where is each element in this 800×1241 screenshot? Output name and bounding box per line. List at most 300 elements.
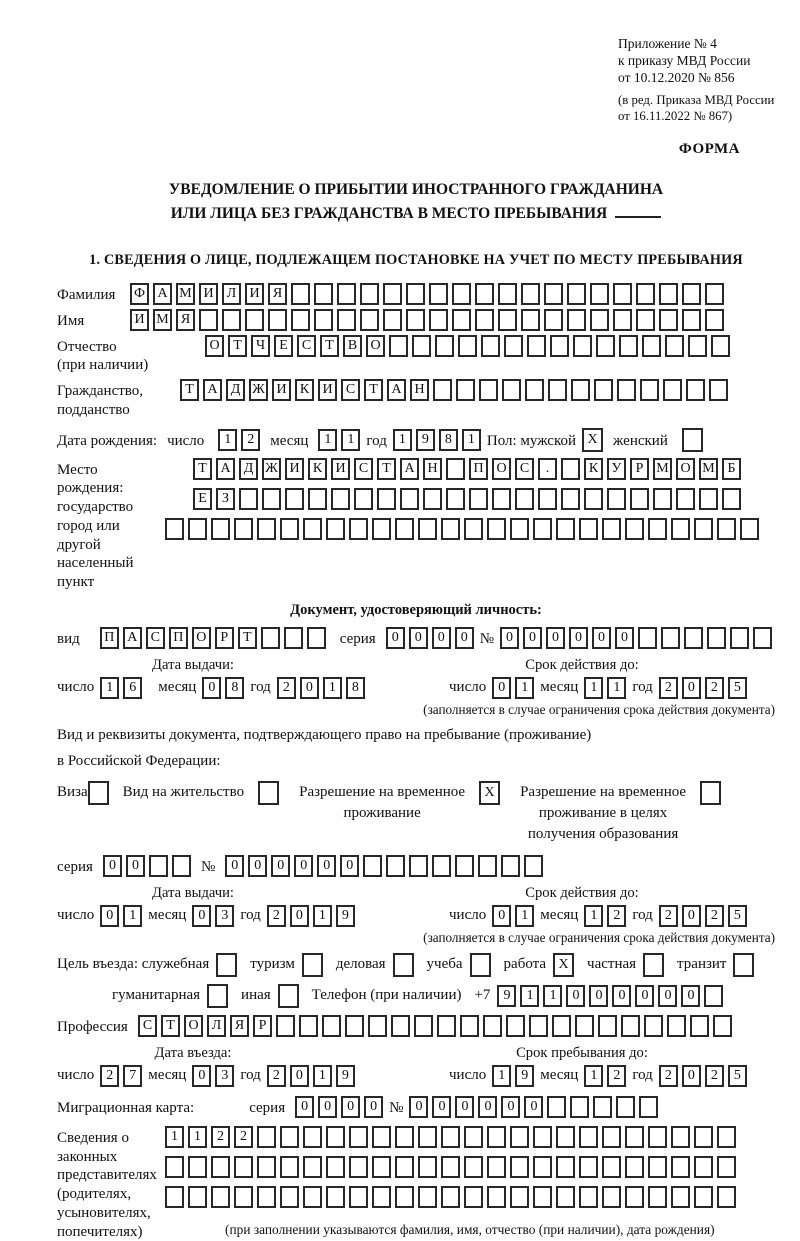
char-cell[interactable]: 0 — [566, 985, 585, 1007]
char-cell[interactable]: 1 — [607, 677, 626, 699]
char-cell[interactable] — [682, 283, 701, 305]
checkbox-cell[interactable] — [733, 953, 754, 977]
char-cell[interactable] — [682, 309, 701, 331]
char-cell[interactable] — [360, 309, 379, 331]
char-cell[interactable]: 1 — [462, 429, 481, 451]
char-cell[interactable] — [613, 309, 632, 331]
char-cell[interactable] — [284, 627, 303, 649]
char-cell[interactable]: Н — [423, 458, 442, 480]
char-cell[interactable] — [561, 458, 580, 480]
char-cell[interactable]: С — [341, 379, 360, 401]
checkbox-cell[interactable] — [258, 781, 279, 805]
char-cell[interactable]: 0 — [682, 905, 701, 927]
char-cell[interactable] — [303, 1156, 322, 1178]
char-cell[interactable]: 0 — [294, 855, 313, 877]
char-cell[interactable]: О — [676, 458, 695, 480]
char-cell[interactable] — [544, 309, 563, 331]
char-cell[interactable]: 0 — [192, 905, 211, 927]
char-cell[interactable] — [446, 458, 465, 480]
char-cell[interactable] — [515, 488, 534, 510]
char-cell[interactable] — [188, 1156, 207, 1178]
char-cell[interactable] — [638, 627, 657, 649]
char-cell[interactable] — [625, 1156, 644, 1178]
char-cell[interactable]: К — [584, 458, 603, 480]
char-cell[interactable]: Ф — [130, 283, 149, 305]
char-cell[interactable]: 2 — [211, 1126, 230, 1148]
char-cell[interactable]: 0 — [318, 1096, 337, 1118]
char-cell[interactable] — [349, 1186, 368, 1208]
char-cell[interactable]: 5 — [728, 905, 747, 927]
char-cell[interactable]: 2 — [100, 1065, 119, 1087]
char-cell[interactable]: И — [245, 283, 264, 305]
char-cell[interactable] — [354, 488, 373, 510]
char-cell[interactable] — [326, 1126, 345, 1148]
char-cell[interactable] — [460, 1015, 479, 1037]
char-cell[interactable] — [533, 1186, 552, 1208]
char-cell[interactable]: С — [515, 458, 534, 480]
char-cell[interactable] — [561, 488, 580, 510]
char-cell[interactable]: Т — [228, 335, 247, 357]
char-cell[interactable] — [694, 1156, 713, 1178]
char-cell[interactable]: 1 — [515, 905, 534, 927]
char-cell[interactable] — [395, 1126, 414, 1148]
char-cell[interactable] — [412, 335, 431, 357]
char-cell[interactable]: Т — [193, 458, 212, 480]
char-cell[interactable]: П — [469, 458, 488, 480]
char-cell[interactable] — [234, 1156, 253, 1178]
char-cell[interactable] — [322, 1015, 341, 1037]
char-cell[interactable]: 1 — [393, 429, 412, 451]
char-cell[interactable] — [418, 1126, 437, 1148]
char-cell[interactable]: 0 — [682, 677, 701, 699]
char-cell[interactable] — [418, 1156, 437, 1178]
char-cell[interactable] — [331, 488, 350, 510]
char-cell[interactable] — [640, 379, 659, 401]
char-cell[interactable] — [552, 1015, 571, 1037]
char-cell[interactable] — [464, 1126, 483, 1148]
char-cell[interactable] — [538, 488, 557, 510]
char-cell[interactable] — [307, 627, 326, 649]
char-cell[interactable] — [475, 309, 494, 331]
char-cell[interactable]: 1 — [100, 677, 119, 699]
char-cell[interactable] — [234, 518, 253, 540]
char-cell[interactable] — [211, 1186, 230, 1208]
char-cell[interactable] — [326, 518, 345, 540]
char-cell[interactable] — [602, 518, 621, 540]
char-cell[interactable]: 2 — [277, 677, 296, 699]
char-cell[interactable] — [510, 1126, 529, 1148]
char-cell[interactable] — [188, 1186, 207, 1208]
char-cell[interactable]: У — [607, 458, 626, 480]
char-cell[interactable] — [418, 1186, 437, 1208]
char-cell[interactable] — [280, 1156, 299, 1178]
char-cell[interactable]: В — [343, 335, 362, 357]
char-cell[interactable] — [383, 309, 402, 331]
char-cell[interactable]: Р — [215, 627, 234, 649]
char-cell[interactable]: Я — [176, 309, 195, 331]
char-cell[interactable]: И — [272, 379, 291, 401]
char-cell[interactable]: Т — [180, 379, 199, 401]
char-cell[interactable]: 8 — [346, 677, 365, 699]
char-cell[interactable] — [613, 283, 632, 305]
char-cell[interactable]: О — [184, 1015, 203, 1037]
char-cell[interactable] — [464, 1156, 483, 1178]
char-cell[interactable]: 0 — [612, 985, 631, 1007]
char-cell[interactable]: Я — [230, 1015, 249, 1037]
char-cell[interactable] — [713, 1015, 732, 1037]
char-cell[interactable] — [705, 309, 724, 331]
char-cell[interactable] — [709, 379, 728, 401]
char-cell[interactable]: 9 — [336, 1065, 355, 1087]
char-cell[interactable]: М — [699, 458, 718, 480]
char-cell[interactable] — [291, 283, 310, 305]
char-cell[interactable] — [571, 379, 590, 401]
char-cell[interactable] — [573, 335, 592, 357]
char-cell[interactable]: Д — [226, 379, 245, 401]
char-cell[interactable]: С — [146, 627, 165, 649]
char-cell[interactable] — [257, 1126, 276, 1148]
char-cell[interactable] — [261, 627, 280, 649]
char-cell[interactable]: З — [216, 488, 235, 510]
checkbox-cell[interactable] — [207, 984, 228, 1008]
char-cell[interactable]: Б — [722, 458, 741, 480]
char-cell[interactable] — [498, 283, 517, 305]
char-cell[interactable] — [406, 283, 425, 305]
char-cell[interactable] — [414, 1015, 433, 1037]
char-cell[interactable] — [648, 1156, 667, 1178]
char-cell[interactable]: И — [318, 379, 337, 401]
char-cell[interactable] — [234, 1186, 253, 1208]
char-cell[interactable]: Л — [222, 283, 241, 305]
char-cell[interactable] — [395, 1156, 414, 1178]
char-cell[interactable] — [349, 1156, 368, 1178]
char-cell[interactable] — [377, 488, 396, 510]
char-cell[interactable] — [487, 518, 506, 540]
char-cell[interactable] — [671, 1156, 690, 1178]
char-cell[interactable] — [506, 1015, 525, 1037]
char-cell[interactable] — [722, 488, 741, 510]
char-cell[interactable] — [648, 1126, 667, 1148]
char-cell[interactable]: А — [123, 627, 142, 649]
char-cell[interactable] — [337, 283, 356, 305]
char-cell[interactable] — [671, 1126, 690, 1148]
char-cell[interactable] — [521, 283, 540, 305]
checkbox-cell[interactable]: X — [479, 781, 500, 805]
char-cell[interactable] — [621, 1015, 640, 1037]
char-cell[interactable]: 2 — [241, 429, 260, 451]
char-cell[interactable] — [648, 518, 667, 540]
char-cell[interactable]: А — [216, 458, 235, 480]
char-cell[interactable]: О — [205, 335, 224, 357]
char-cell[interactable] — [590, 283, 609, 305]
char-cell[interactable] — [435, 335, 454, 357]
char-cell[interactable]: 2 — [659, 677, 678, 699]
char-cell[interactable] — [544, 283, 563, 305]
char-cell[interactable]: П — [100, 627, 119, 649]
char-cell[interactable] — [524, 855, 543, 877]
char-cell[interactable]: А — [400, 458, 419, 480]
char-cell[interactable]: Т — [320, 335, 339, 357]
char-cell[interactable] — [487, 1186, 506, 1208]
char-cell[interactable]: 0 — [546, 627, 565, 649]
char-cell[interactable]: 0 — [432, 1096, 451, 1118]
char-cell[interactable] — [625, 1186, 644, 1208]
char-cell[interactable] — [349, 1126, 368, 1148]
char-cell[interactable] — [556, 1156, 575, 1178]
char-cell[interactable]: 2 — [607, 1065, 626, 1087]
char-cell[interactable] — [598, 1015, 617, 1037]
char-cell[interactable] — [525, 379, 544, 401]
char-cell[interactable]: Т — [161, 1015, 180, 1037]
char-cell[interactable]: 1 — [584, 905, 603, 927]
char-cell[interactable] — [314, 309, 333, 331]
checkbox-cell[interactable] — [278, 984, 299, 1008]
char-cell[interactable]: 0 — [592, 627, 611, 649]
char-cell[interactable] — [699, 488, 718, 510]
char-cell[interactable]: Т — [238, 627, 257, 649]
char-cell[interactable]: Ж — [249, 379, 268, 401]
char-cell[interactable] — [556, 1186, 575, 1208]
char-cell[interactable]: 0 — [682, 1065, 701, 1087]
char-cell[interactable] — [602, 1156, 621, 1178]
char-cell[interactable]: 0 — [225, 855, 244, 877]
char-cell[interactable]: 2 — [267, 1065, 286, 1087]
char-cell[interactable] — [533, 1126, 552, 1148]
char-cell[interactable] — [694, 1126, 713, 1148]
char-cell[interactable] — [222, 309, 241, 331]
char-cell[interactable] — [446, 488, 465, 510]
char-cell[interactable] — [389, 335, 408, 357]
char-cell[interactable] — [308, 488, 327, 510]
char-cell[interactable] — [665, 335, 684, 357]
char-cell[interactable] — [704, 985, 723, 1007]
char-cell[interactable] — [684, 627, 703, 649]
char-cell[interactable] — [676, 488, 695, 510]
char-cell[interactable] — [548, 379, 567, 401]
char-cell[interactable]: 2 — [705, 1065, 724, 1087]
char-cell[interactable] — [441, 1186, 460, 1208]
char-cell[interactable] — [475, 283, 494, 305]
char-cell[interactable] — [452, 283, 471, 305]
char-cell[interactable]: 1 — [318, 429, 337, 451]
char-cell[interactable]: 1 — [323, 677, 342, 699]
checkbox-cell[interactable] — [470, 953, 491, 977]
char-cell[interactable]: Е — [274, 335, 293, 357]
char-cell[interactable] — [372, 1156, 391, 1178]
char-cell[interactable]: 2 — [705, 905, 724, 927]
char-cell[interactable]: 0 — [100, 905, 119, 927]
char-cell[interactable]: 0 — [500, 627, 519, 649]
char-cell[interactable]: 8 — [225, 677, 244, 699]
char-cell[interactable]: С — [297, 335, 316, 357]
char-cell[interactable] — [636, 309, 655, 331]
char-cell[interactable] — [458, 335, 477, 357]
char-cell[interactable]: 0 — [295, 1096, 314, 1118]
char-cell[interactable] — [165, 1186, 184, 1208]
char-cell[interactable]: 1 — [520, 985, 539, 1007]
char-cell[interactable] — [616, 1096, 635, 1118]
char-cell[interactable]: 1 — [218, 429, 237, 451]
char-cell[interactable] — [262, 488, 281, 510]
char-cell[interactable] — [510, 1156, 529, 1178]
char-cell[interactable]: 0 — [478, 1096, 497, 1118]
char-cell[interactable] — [717, 1126, 736, 1148]
char-cell[interactable] — [533, 1156, 552, 1178]
char-cell[interactable] — [372, 1126, 391, 1148]
char-cell[interactable] — [211, 1156, 230, 1178]
char-cell[interactable] — [594, 379, 613, 401]
char-cell[interactable] — [717, 1156, 736, 1178]
char-cell[interactable] — [372, 1186, 391, 1208]
char-cell[interactable]: А — [387, 379, 406, 401]
char-cell[interactable] — [492, 488, 511, 510]
char-cell[interactable] — [653, 488, 672, 510]
char-cell[interactable] — [280, 1126, 299, 1148]
char-cell[interactable]: . — [538, 458, 557, 480]
char-cell[interactable] — [455, 855, 474, 877]
char-cell[interactable]: 1 — [341, 429, 360, 451]
char-cell[interactable]: 0 — [524, 1096, 543, 1118]
char-cell[interactable] — [479, 379, 498, 401]
char-cell[interactable] — [418, 518, 437, 540]
char-cell[interactable]: Т — [364, 379, 383, 401]
checkbox-cell[interactable] — [682, 428, 703, 452]
char-cell[interactable] — [337, 309, 356, 331]
char-cell[interactable] — [694, 518, 713, 540]
char-cell[interactable]: 0 — [248, 855, 267, 877]
char-cell[interactable]: О — [366, 335, 385, 357]
char-cell[interactable] — [590, 309, 609, 331]
char-cell[interactable]: 6 — [123, 677, 142, 699]
char-cell[interactable] — [567, 283, 586, 305]
char-cell[interactable]: 0 — [202, 677, 221, 699]
char-cell[interactable]: 9 — [336, 905, 355, 927]
char-cell[interactable] — [299, 1015, 318, 1037]
char-cell[interactable]: 0 — [340, 855, 359, 877]
char-cell[interactable] — [617, 379, 636, 401]
char-cell[interactable] — [636, 283, 655, 305]
char-cell[interactable]: 1 — [123, 905, 142, 927]
char-cell[interactable]: 0 — [681, 985, 700, 1007]
char-cell[interactable]: И — [331, 458, 350, 480]
char-cell[interactable] — [188, 518, 207, 540]
char-cell[interactable]: 1 — [492, 1065, 511, 1087]
checkbox-cell[interactable]: X — [553, 953, 574, 977]
char-cell[interactable]: 0 — [409, 1096, 428, 1118]
char-cell[interactable] — [487, 1126, 506, 1148]
char-cell[interactable]: 0 — [300, 677, 319, 699]
char-cell[interactable]: 1 — [584, 677, 603, 699]
checkbox-cell[interactable]: X — [582, 428, 603, 452]
char-cell[interactable] — [386, 855, 405, 877]
char-cell[interactable]: 0 — [492, 905, 511, 927]
char-cell[interactable] — [429, 309, 448, 331]
char-cell[interactable]: Р — [630, 458, 649, 480]
char-cell[interactable] — [432, 855, 451, 877]
char-cell[interactable] — [717, 1186, 736, 1208]
char-cell[interactable] — [607, 488, 626, 510]
char-cell[interactable]: 0 — [501, 1096, 520, 1118]
char-cell[interactable] — [360, 283, 379, 305]
char-cell[interactable]: С — [354, 458, 373, 480]
char-cell[interactable] — [579, 1156, 598, 1178]
char-cell[interactable] — [314, 283, 333, 305]
checkbox-cell[interactable] — [88, 781, 109, 805]
char-cell[interactable]: Ч — [251, 335, 270, 357]
char-cell[interactable] — [391, 1015, 410, 1037]
char-cell[interactable] — [423, 488, 442, 510]
char-cell[interactable]: 0 — [364, 1096, 383, 1118]
checkbox-cell[interactable] — [700, 781, 721, 805]
char-cell[interactable] — [383, 283, 402, 305]
char-cell[interactable]: 1 — [313, 1065, 332, 1087]
char-cell[interactable] — [464, 1186, 483, 1208]
char-cell[interactable] — [172, 855, 191, 877]
char-cell[interactable]: 9 — [515, 1065, 534, 1087]
char-cell[interactable]: 2 — [659, 1065, 678, 1087]
char-cell[interactable] — [579, 1126, 598, 1148]
char-cell[interactable]: Я — [268, 283, 287, 305]
char-cell[interactable]: И — [199, 283, 218, 305]
char-cell[interactable]: 0 — [290, 1065, 309, 1087]
char-cell[interactable] — [688, 335, 707, 357]
char-cell[interactable] — [686, 379, 705, 401]
char-cell[interactable]: 0 — [615, 627, 634, 649]
char-cell[interactable] — [550, 335, 569, 357]
char-cell[interactable] — [469, 488, 488, 510]
char-cell[interactable] — [257, 1156, 276, 1178]
char-cell[interactable]: А — [203, 379, 222, 401]
char-cell[interactable] — [740, 518, 759, 540]
char-cell[interactable] — [395, 518, 414, 540]
char-cell[interactable]: 0 — [589, 985, 608, 1007]
char-cell[interactable]: 5 — [728, 1065, 747, 1087]
char-cell[interactable]: 1 — [584, 1065, 603, 1087]
char-cell[interactable] — [602, 1186, 621, 1208]
char-cell[interactable]: 0 — [271, 855, 290, 877]
char-cell[interactable] — [303, 1186, 322, 1208]
char-cell[interactable] — [395, 1186, 414, 1208]
char-cell[interactable]: 0 — [569, 627, 588, 649]
char-cell[interactable] — [556, 1126, 575, 1148]
char-cell[interactable]: 1 — [543, 985, 562, 1007]
char-cell[interactable]: Р — [253, 1015, 272, 1037]
char-cell[interactable]: 2 — [705, 677, 724, 699]
char-cell[interactable] — [165, 518, 184, 540]
char-cell[interactable] — [753, 627, 772, 649]
char-cell[interactable]: 1 — [313, 905, 332, 927]
char-cell[interactable] — [694, 1186, 713, 1208]
char-cell[interactable] — [717, 518, 736, 540]
char-cell[interactable]: Н — [410, 379, 429, 401]
char-cell[interactable] — [705, 283, 724, 305]
checkbox-cell[interactable] — [216, 953, 237, 977]
char-cell[interactable] — [661, 627, 680, 649]
char-cell[interactable]: 0 — [317, 855, 336, 877]
char-cell[interactable]: 0 — [658, 985, 677, 1007]
char-cell[interactable]: 5 — [728, 677, 747, 699]
char-cell[interactable] — [409, 855, 428, 877]
char-cell[interactable] — [239, 488, 258, 510]
char-cell[interactable] — [433, 379, 452, 401]
char-cell[interactable] — [527, 335, 546, 357]
char-cell[interactable]: П — [169, 627, 188, 649]
char-cell[interactable] — [363, 855, 382, 877]
char-cell[interactable]: Т — [377, 458, 396, 480]
char-cell[interactable]: 1 — [165, 1126, 184, 1148]
char-cell[interactable] — [556, 518, 575, 540]
char-cell[interactable] — [547, 1096, 566, 1118]
